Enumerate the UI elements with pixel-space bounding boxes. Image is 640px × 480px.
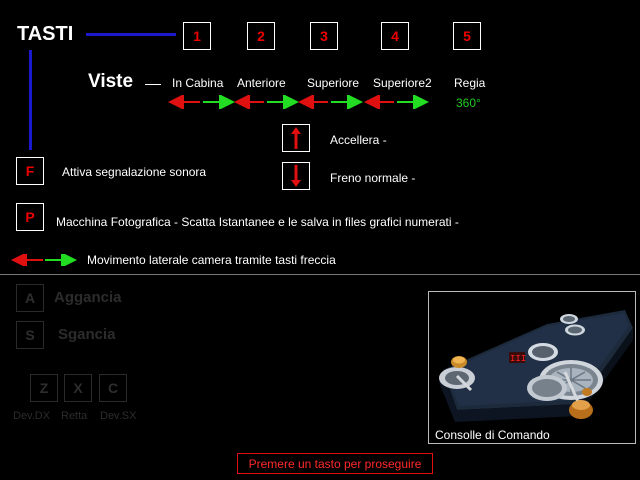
- brake-label: Freno normale -: [330, 171, 416, 185]
- key-p[interactable]: P: [16, 203, 44, 231]
- title-connector-horizontal: [86, 33, 176, 36]
- view-label-superiore: Superiore: [307, 76, 360, 90]
- views-dash: [145, 84, 161, 85]
- key-up[interactable]: [282, 124, 310, 152]
- dev-dx-label: Dev.DX: [13, 410, 51, 422]
- key-x-disabled: X: [64, 374, 92, 402]
- page-title: TASTI: [17, 23, 74, 45]
- divider: [0, 274, 640, 275]
- hook-label: Aggancia: [54, 289, 122, 306]
- svg-text:III: III: [510, 354, 527, 364]
- key-3[interactable]: 3: [310, 22, 338, 50]
- key-down[interactable]: [282, 162, 310, 190]
- lateral-camera-label: Movimento laterale camera tramite tasti freccia: [87, 253, 336, 267]
- key-1[interactable]: 1: [183, 22, 211, 50]
- view-arrows: [166, 95, 446, 109]
- arrow-down-icon: [290, 164, 302, 188]
- retta-label: Retta: [61, 410, 88, 422]
- views-label: Viste: [88, 71, 134, 92]
- title-connector-vertical: [29, 50, 32, 150]
- key-a-disabled: A: [16, 284, 44, 312]
- view-label-in-cabina: In Cabina: [172, 76, 224, 90]
- view-label-anteriore: Anteriore: [237, 76, 286, 90]
- key-z-disabled: Z: [30, 374, 58, 402]
- key-2[interactable]: 2: [247, 22, 275, 50]
- key-5[interactable]: 5: [453, 22, 481, 50]
- view-label-superiore2: Superiore2: [373, 76, 432, 90]
- lateral-arrows-icon: [10, 254, 78, 266]
- unhook-label: Sgancia: [58, 326, 116, 343]
- accelerate-label: Accellera -: [330, 133, 387, 147]
- continue-prompt[interactable]: Premere un tasto per proseguire: [237, 453, 433, 474]
- key-c-disabled: C: [99, 374, 127, 402]
- arrow-up-icon: [290, 126, 302, 150]
- camera-photo-label: Macchina Fotografica - Scatta Istantanee e le salva in files grafici numerati -: [56, 215, 459, 229]
- view-label-regia: Regia: [454, 76, 486, 90]
- view-360-label: 360°: [456, 96, 481, 110]
- key-s-disabled: S: [16, 321, 44, 349]
- key-f[interactable]: F: [16, 157, 44, 185]
- dev-sx-label: Dev.SX: [100, 410, 137, 422]
- key-4[interactable]: 4: [381, 22, 409, 50]
- console-preview: [428, 291, 636, 444]
- console-caption: Consolle di Comando: [435, 428, 550, 442]
- sound-signal-label: Attiva segnalazione sonora: [62, 165, 207, 179]
- console-image: [429, 292, 635, 443]
